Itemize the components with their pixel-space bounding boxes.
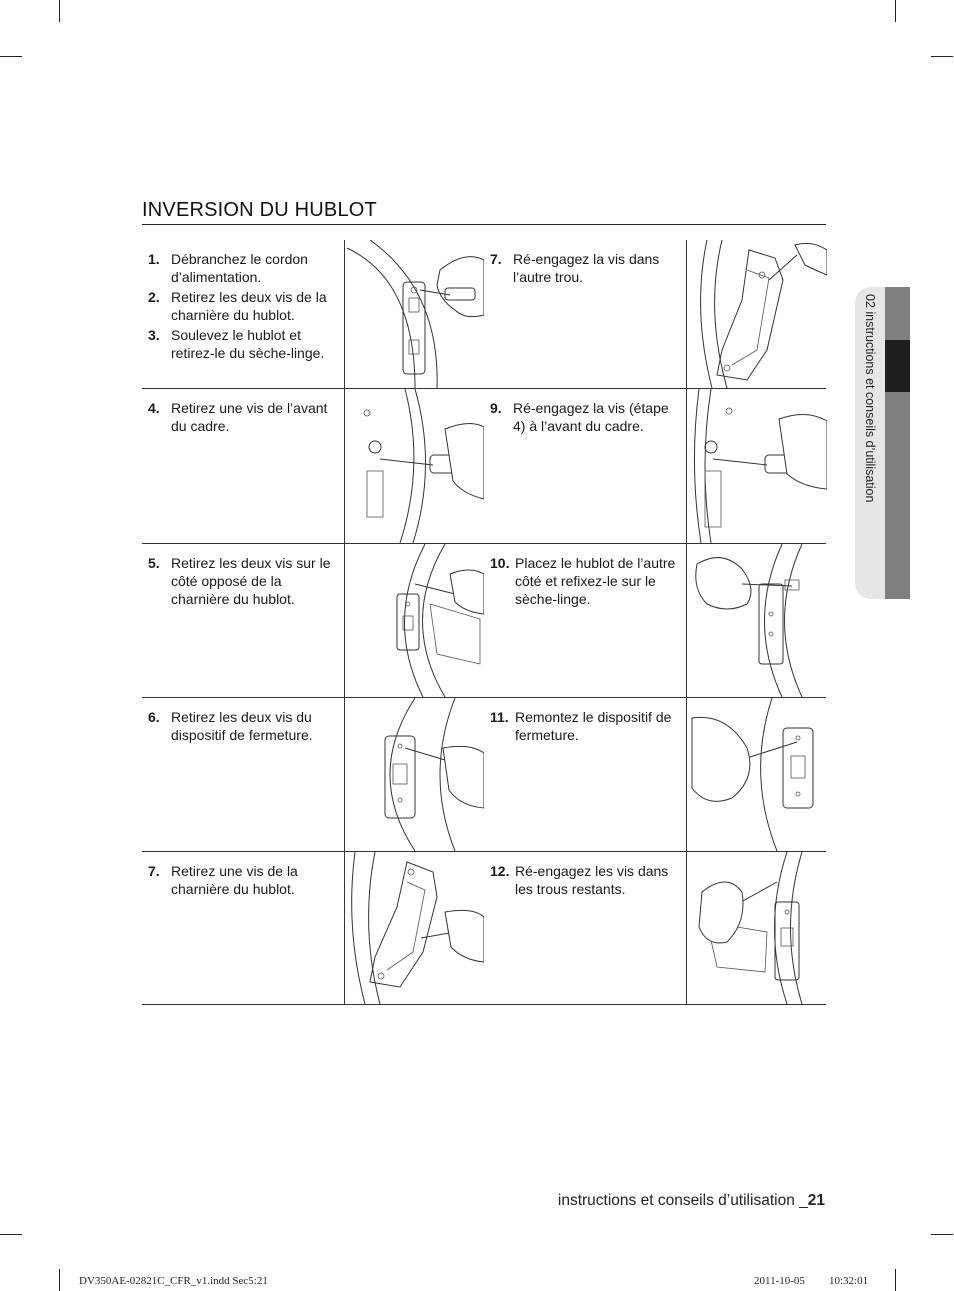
- step-item: 10. Placez le hublot de l’autre côté et refixez-le sur le sèche-linge.: [490, 555, 676, 607]
- page-title: INVERSION DU HUBLOT: [142, 199, 377, 221]
- crop-mark: [0, 56, 22, 57]
- crop-mark: [59, 1269, 60, 1291]
- right-instructions: [484, 240, 686, 388]
- illustration-reinsert-screw: [686, 240, 827, 388]
- illustration-opposite-screws: [344, 544, 484, 697]
- crop-mark: [0, 1234, 22, 1235]
- right-instructions: [484, 698, 686, 851]
- crop-mark: [59, 0, 60, 22]
- print-slug-file: DV350AE-02821C_CFR_v1.indd Sec5:21: [79, 1275, 268, 1287]
- instruction-row: [142, 852, 826, 1005]
- step-item: 7. Retirez une vis de la charnière du hublot.: [148, 863, 298, 897]
- chapter-tab-label: 02 instructions et conseils d’utilisation: [863, 294, 877, 503]
- chapter-tab-strip: [885, 287, 910, 599]
- illustration-lock-screws: [344, 698, 484, 851]
- step-item: 9. Ré-engagez la vis (étape 4) à l’avant du cadre.: [490, 400, 669, 434]
- step-item: 2. Retirez les deux vis de la charnière du hublot.: [148, 289, 327, 323]
- print-slug-date: 2011-10-05: [754, 1275, 805, 1287]
- right-instructions: [484, 852, 686, 1004]
- footer-page-label: instructions et conseils d’utilisation _21: [557, 1192, 825, 1209]
- step-item: 4. Retirez une vis de l’avant du cadre.: [148, 400, 328, 434]
- left-instructions: [142, 698, 344, 851]
- left-instructions: [142, 389, 344, 543]
- illustration-remaining-screws: [686, 852, 827, 1004]
- step-item: 7. Ré-engagez la vis dans l’autre trou.: [490, 251, 660, 285]
- print-slug-time: 10:32:01: [829, 1275, 869, 1287]
- left-instructions: [142, 852, 344, 1004]
- chapter-tab-marker: [885, 340, 910, 392]
- illustration-frame-screw: [344, 389, 484, 543]
- title-divider: [142, 224, 826, 225]
- step-item: 6. Retirez les deux vis du dispositif de fermeture.: [148, 709, 313, 743]
- crop-mark: [895, 1269, 896, 1291]
- left-instructions: [142, 544, 344, 697]
- instruction-row: [142, 240, 826, 389]
- step-item: 12. Ré-engagez les vis dans les trous restants.: [490, 863, 669, 897]
- right-instructions: [484, 544, 686, 697]
- illustration-hinge-screws: [344, 240, 484, 388]
- step-item: 3. Soulevez le hublot et retirez-le du sèche-linge.: [148, 327, 325, 361]
- left-instructions: [142, 240, 344, 388]
- step-item: 11. Remontez le dispositif de fermeture.: [490, 709, 672, 743]
- right-instructions: [484, 389, 686, 543]
- crop-mark: [895, 0, 896, 22]
- illustration-hinge-screw: [344, 852, 484, 1004]
- illustration-frame-screw-reinsert: [686, 389, 827, 543]
- instruction-row: [142, 544, 826, 698]
- page-number: 21: [807, 1192, 825, 1209]
- crop-mark: [931, 1234, 953, 1235]
- instruction-row: [142, 389, 826, 544]
- instruction-row: [142, 698, 826, 852]
- crop-mark: [931, 56, 953, 57]
- illustration-reassemble-lock: [686, 698, 827, 851]
- illustration-refit-door: [686, 544, 827, 697]
- step-item: 5. Retirez les deux vis sur le côté opposé de la charnière du hublot.: [148, 555, 331, 607]
- step-item: 1. Débranchez le cordon d’alimentation.: [148, 251, 308, 285]
